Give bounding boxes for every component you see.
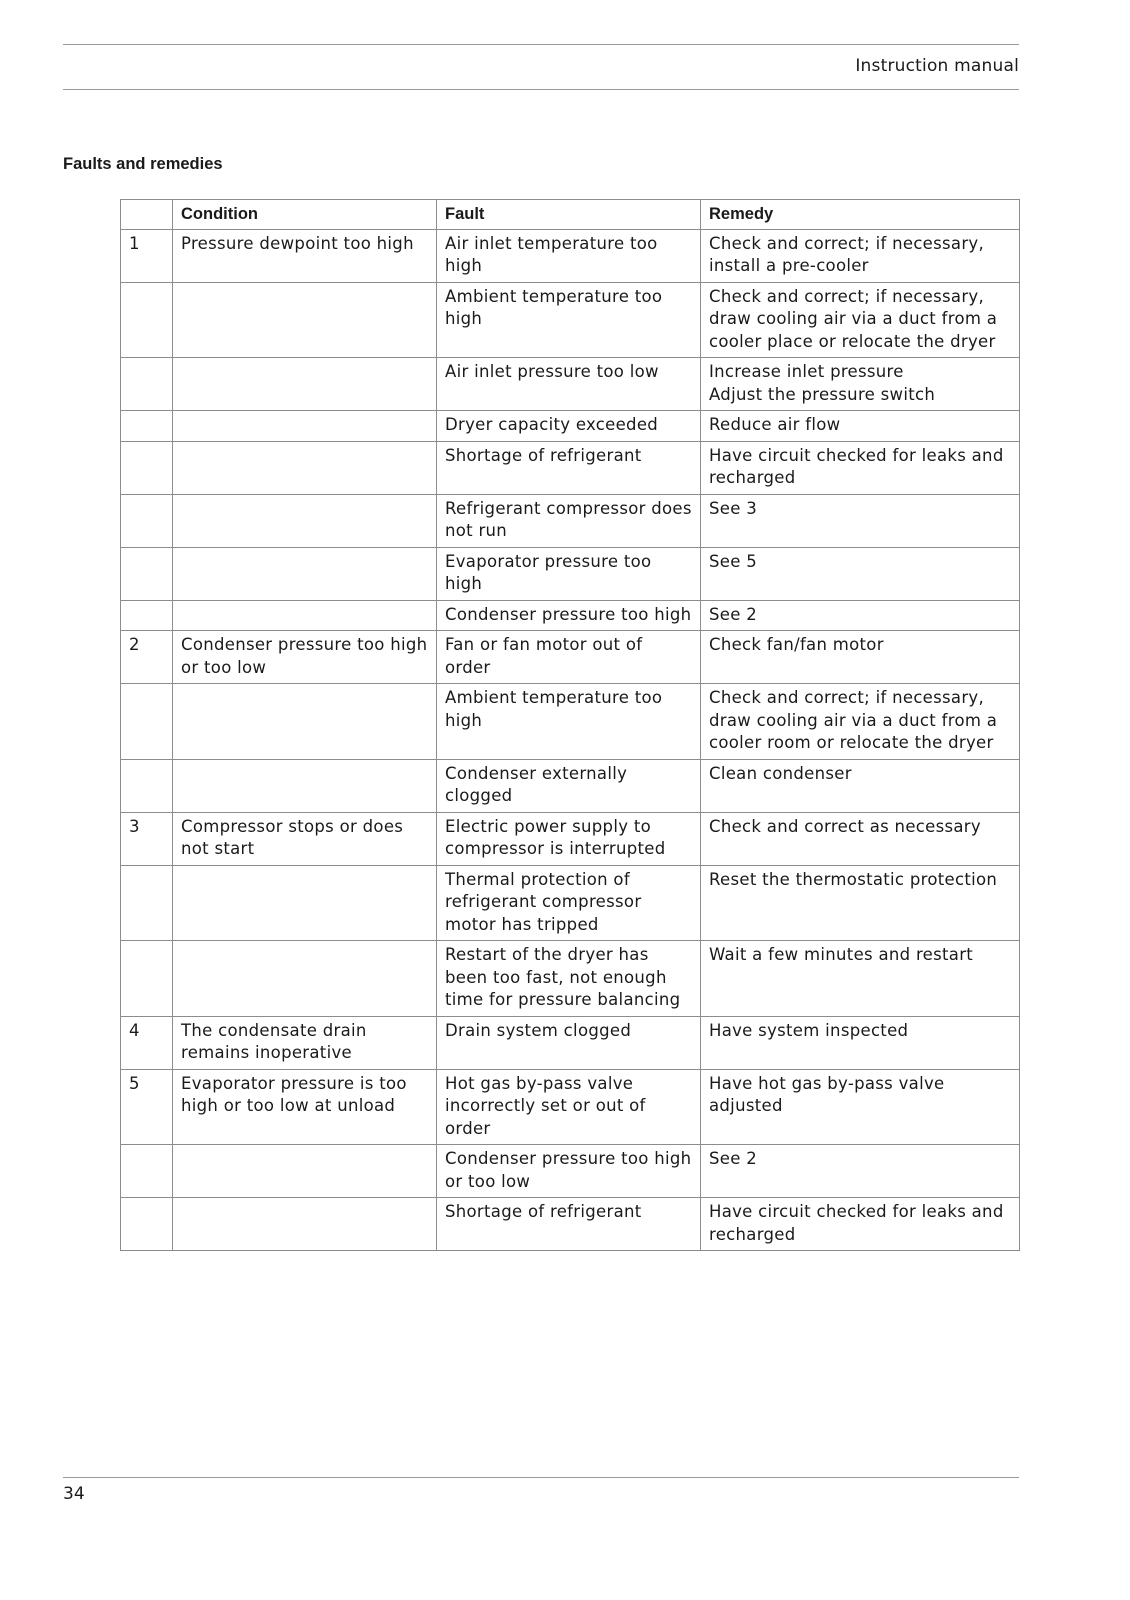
cell-number: 1 xyxy=(121,229,173,282)
table-row xyxy=(121,1198,1020,1251)
cell-number: 4 xyxy=(121,1016,173,1069)
cell-fault: Air inlet temperature too high xyxy=(437,229,701,282)
cell-number xyxy=(121,547,173,600)
cell-number xyxy=(121,441,173,494)
cell-condition xyxy=(173,547,437,600)
cell-remedy: Have system inspected xyxy=(701,1016,1020,1069)
cell-condition xyxy=(173,1145,437,1198)
cell-condition xyxy=(173,759,437,812)
cell-fault: Ambient temperature too high xyxy=(437,684,701,760)
cell-remedy: See 3 xyxy=(701,494,1020,547)
cell-number xyxy=(121,600,173,631)
cell-fault: Restart of the dryer has been too fast, not enough time for pressure balancing xyxy=(437,941,701,1017)
section-title: Faults and remedies xyxy=(63,155,223,173)
cell-number: 5 xyxy=(121,1069,173,1145)
cell-condition xyxy=(173,600,437,631)
cell-fault: Dryer capacity exceeded xyxy=(437,411,701,442)
cell-fault: Refrigerant compressor does not run xyxy=(437,494,701,547)
table-row xyxy=(121,759,1020,812)
cell-condition xyxy=(173,282,437,358)
cell-number xyxy=(121,411,173,442)
cell-condition xyxy=(173,1198,437,1251)
table-row xyxy=(121,229,1020,282)
cell-fault: Hot gas by-pass valve incorrectly set or out of order xyxy=(437,1069,701,1145)
cell-condition xyxy=(173,441,437,494)
cell-remedy: Reduce air flow xyxy=(701,411,1020,442)
cell-remedy: See 5 xyxy=(701,547,1020,600)
cell-condition: Pressure dewpoint too high xyxy=(173,229,437,282)
cell-remedy: Increase inlet pressure Adjust the pressure switch xyxy=(701,358,1020,411)
cell-remedy: Check and correct as necessary xyxy=(701,812,1020,865)
cell-condition xyxy=(173,865,437,941)
page-number: 34 xyxy=(63,1484,85,1504)
header-condition: Condition xyxy=(173,200,437,230)
table-row xyxy=(121,547,1020,600)
table-row xyxy=(121,358,1020,411)
header-fault: Fault xyxy=(437,200,701,230)
cell-number xyxy=(121,282,173,358)
faults-table xyxy=(120,199,1020,1251)
cell-remedy: Have circuit checked for leaks and recharged xyxy=(701,1198,1020,1251)
cell-fault: Evaporator pressure too high xyxy=(437,547,701,600)
cell-remedy: Have hot gas by-pass valve adjusted xyxy=(701,1069,1020,1145)
cell-number: 2 xyxy=(121,631,173,684)
cell-fault: Shortage of refrigerant xyxy=(437,441,701,494)
cell-fault: Condenser externally clogged xyxy=(437,759,701,812)
cell-fault: Condenser pressure too high or too low xyxy=(437,1145,701,1198)
cell-fault: Condenser pressure too high xyxy=(437,600,701,631)
header-number xyxy=(121,200,173,230)
header-bottom-rule xyxy=(63,89,1019,90)
cell-number: 3 xyxy=(121,812,173,865)
cell-fault: Electric power supply to compressor is interrupted xyxy=(437,812,701,865)
cell-fault: Air inlet pressure too low xyxy=(437,358,701,411)
cell-remedy: Check and correct; if necessary, install a pre-cooler xyxy=(701,229,1020,282)
table-row xyxy=(121,1016,1020,1069)
cell-remedy: Check and correct; if necessary, draw cooling air via a duct from a cooler place or relocate the dryer xyxy=(701,282,1020,358)
table-body xyxy=(121,229,1020,1251)
cell-condition xyxy=(173,494,437,547)
header-title: Instruction manual xyxy=(855,56,1019,76)
cell-fault: Thermal protection of refrigerant compressor motor has tripped xyxy=(437,865,701,941)
cell-number xyxy=(121,1198,173,1251)
table-row xyxy=(121,441,1020,494)
cell-fault: Ambient temperature too high xyxy=(437,282,701,358)
table-row xyxy=(121,812,1020,865)
table-header-row xyxy=(121,200,1020,230)
table-row xyxy=(121,941,1020,1017)
cell-number xyxy=(121,684,173,760)
cell-remedy: Clean condenser xyxy=(701,759,1020,812)
cell-condition: Condenser pressure too high or too low xyxy=(173,631,437,684)
cell-number xyxy=(121,865,173,941)
cell-number xyxy=(121,494,173,547)
table-row xyxy=(121,600,1020,631)
cell-remedy: See 2 xyxy=(701,600,1020,631)
table-row xyxy=(121,684,1020,760)
cell-remedy: Wait a few minutes and restart xyxy=(701,941,1020,1017)
cell-number xyxy=(121,759,173,812)
cell-fault: Shortage of refrigerant xyxy=(437,1198,701,1251)
cell-fault: Fan or fan motor out of order xyxy=(437,631,701,684)
table-row xyxy=(121,411,1020,442)
footer-rule xyxy=(63,1477,1019,1478)
cell-number xyxy=(121,941,173,1017)
header-top-rule xyxy=(63,44,1019,45)
cell-remedy: Reset the thermostatic protection xyxy=(701,865,1020,941)
cell-condition xyxy=(173,411,437,442)
header-remedy: Remedy xyxy=(701,200,1020,230)
cell-condition xyxy=(173,684,437,760)
table-row xyxy=(121,631,1020,684)
table-row xyxy=(121,865,1020,941)
cell-remedy: Check and correct; if necessary, draw cooling air via a duct from a cooler room or relocate the dryer xyxy=(701,684,1020,760)
cell-remedy: Check fan/fan motor xyxy=(701,631,1020,684)
cell-remedy: Have circuit checked for leaks and recharged xyxy=(701,441,1020,494)
cell-condition xyxy=(173,941,437,1017)
table-row xyxy=(121,282,1020,358)
cell-number xyxy=(121,358,173,411)
cell-remedy: See 2 xyxy=(701,1145,1020,1198)
table-row xyxy=(121,494,1020,547)
cell-number xyxy=(121,1145,173,1198)
cell-condition: Evaporator pressure is too high or too low at unload xyxy=(173,1069,437,1145)
table-row xyxy=(121,1069,1020,1145)
cell-condition xyxy=(173,358,437,411)
cell-fault: Drain system clogged xyxy=(437,1016,701,1069)
table-row xyxy=(121,1145,1020,1198)
cell-condition: Compressor stops or does not start xyxy=(173,812,437,865)
cell-condition: The condensate drain remains inoperative xyxy=(173,1016,437,1069)
